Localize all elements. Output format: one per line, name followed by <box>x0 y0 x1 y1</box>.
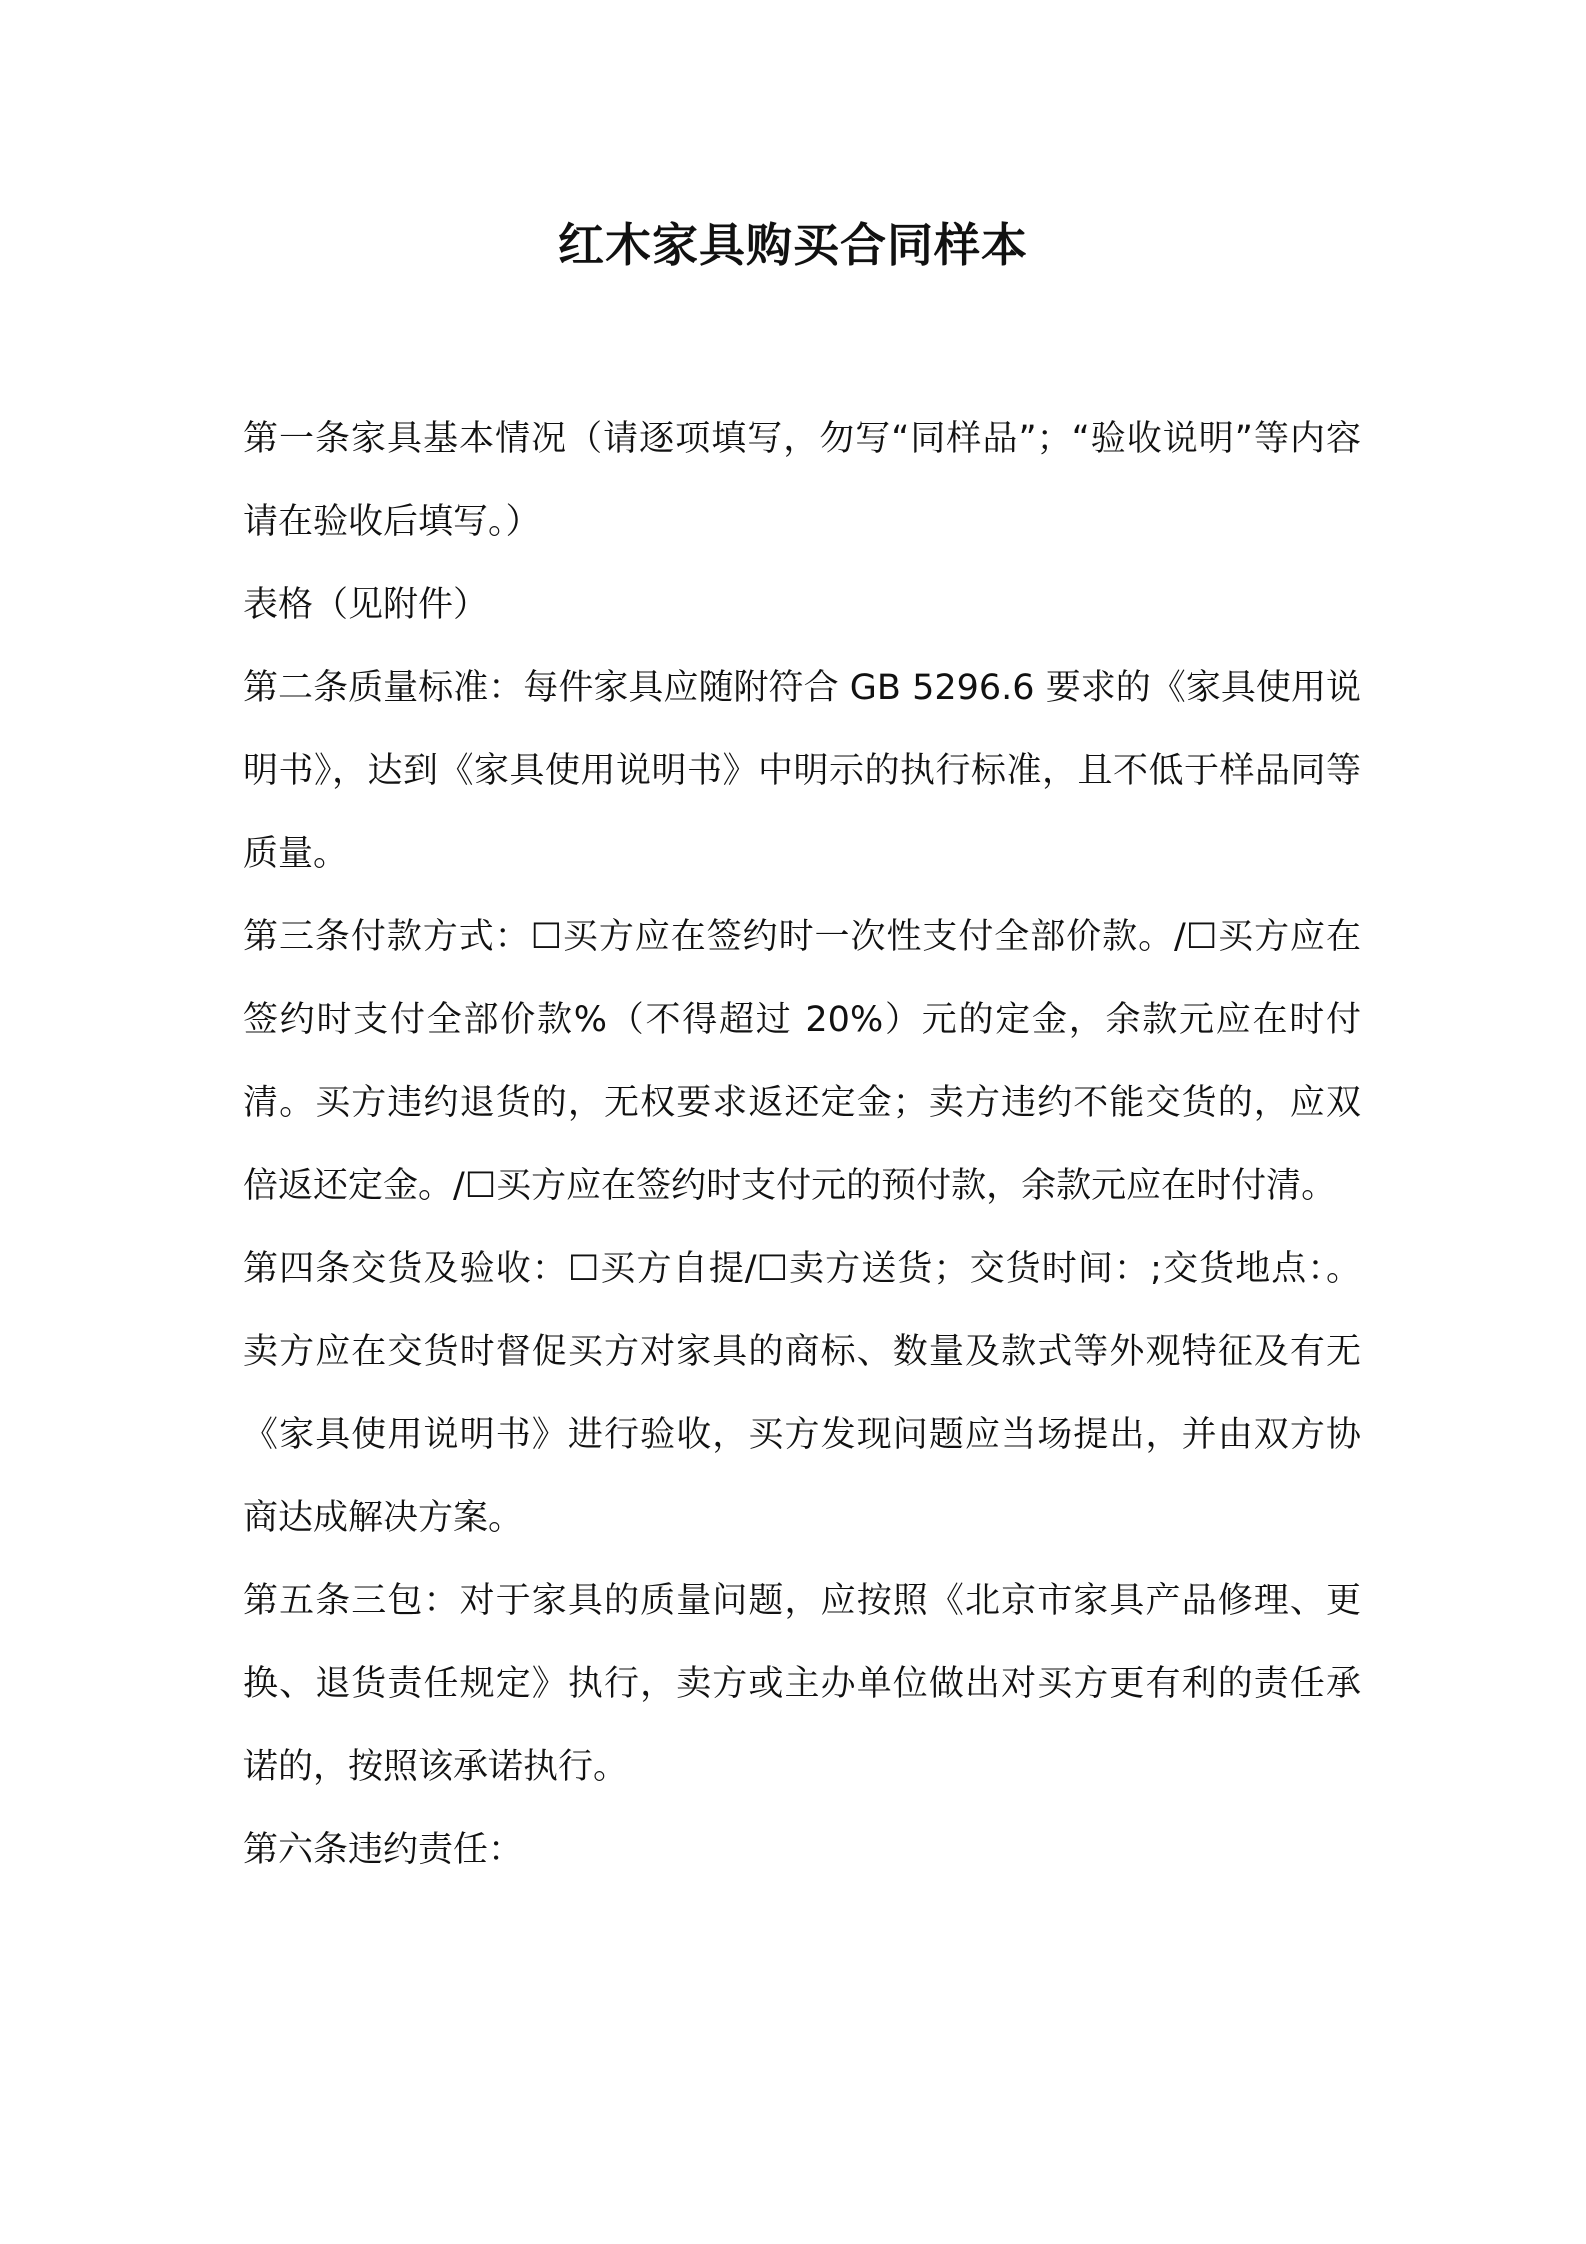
clause-3-payment-method: 第三条付款方式：☐买方应在签约时一次性支付全部价款。/☐买方应在签约时支付全部价款%（不得超过 20%）元的定金，余款元应在时付清。买方违约退货的，无权要求返还定金；卖方违约不能交货的，应双倍返还定金。/☐买方应在签约时支付元的预付款，余款元应在时付清。 <box>243 917 1361 1206</box>
clause-6-liability: 第六条违约责任： <box>243 1830 524 1870</box>
clause-1-basic-info: 第一条家具基本情况（请逐项填写，勿写“同样品”；“验收说明”等内容请在验收后填写。） <box>243 419 1361 542</box>
clause-5-warranty: 第五条三包：对于家具的质量问题，应按照《北京市家具产品修理、更换、退货责任规定》执行，卖方或主办单位做出对买方更有利的责任承诺的，按照该承诺执行。 <box>243 1581 1361 1787</box>
table-reference: 表格（见附件） <box>243 585 489 625</box>
clause-4-delivery-acceptance: 第四条交货及验收：☐买方自提/☐卖方送货；交货时间：;交货地点：。卖方应在交货时督促买方对家具的商标、数量及款式等外观特征及有无《家具使用说明书》进行验收，买方发现问题应当场提出，并由双方协商达成解决方案。 <box>243 1249 1361 1538</box>
document-body <box>243 398 1361 1892</box>
clause-2-quality-standard: 第二条质量标准：每件家具应随附符合 GB 5296.6 要求的《家具使用说明书》，达到《家具使用说明书》中明示的执行标准，且不低于样品同等质量。 <box>243 668 1361 874</box>
document-title: 红木家具购买合同样本 <box>558 218 1028 272</box>
